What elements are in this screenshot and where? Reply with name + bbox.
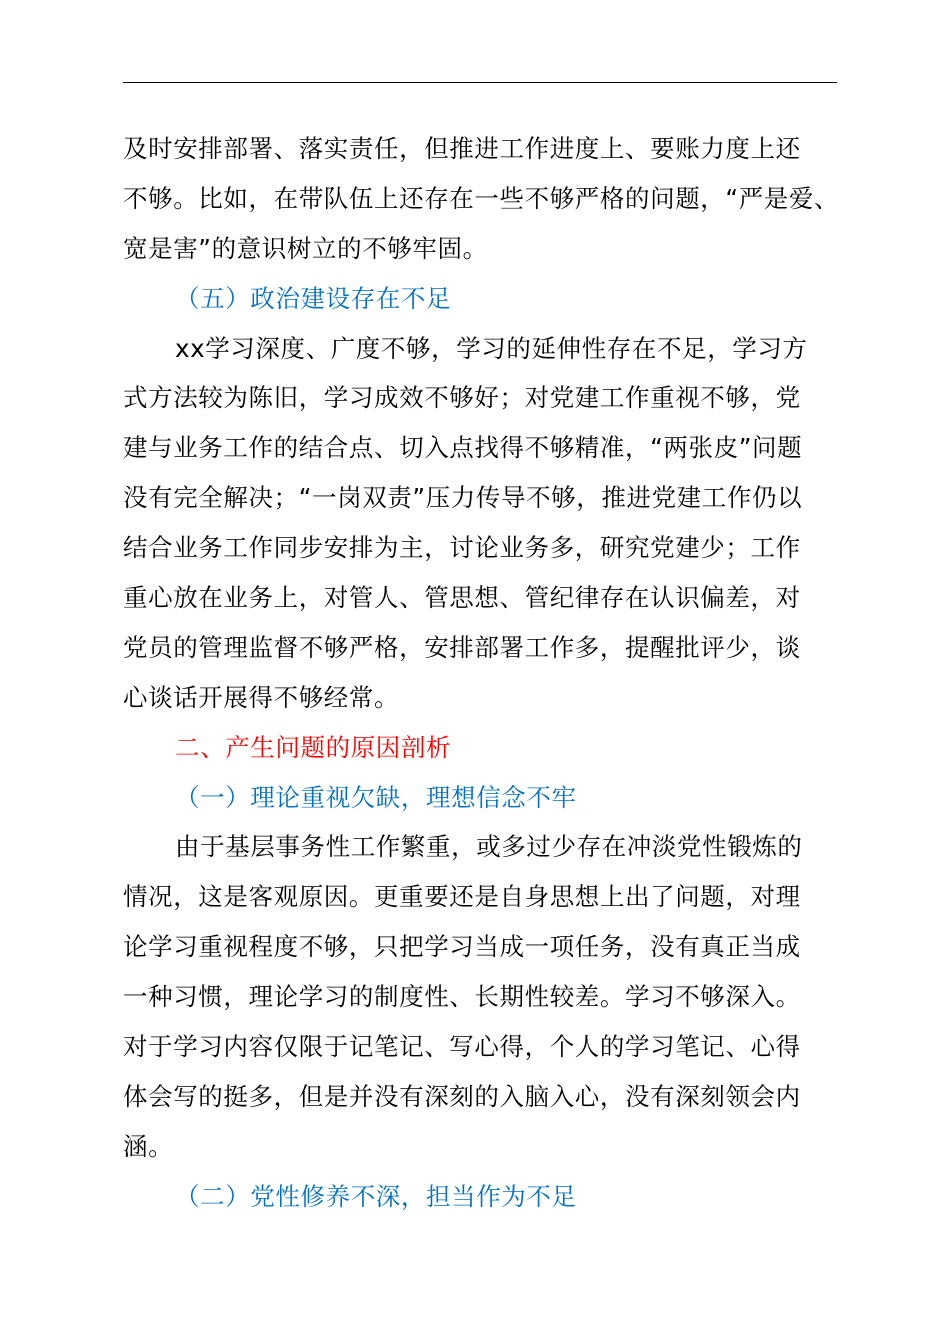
paragraph-line: 宽是害”的意识树立的不够牢固。 <box>123 233 488 263</box>
paragraph-line: 心谈话开展得不够经常。 <box>123 682 400 712</box>
paragraph-line: 式方法较为陈旧，学习成效不够好；对党建工作重视不够，党 <box>123 383 801 413</box>
document-body <box>123 124 840 1222</box>
section-heading-two: （二）党性修养不深，担当作为不足 <box>175 1181 577 1211</box>
paragraph-line: 不够。比如，在带队伍上还存在一些不够严格的问题，“严是爱、 <box>123 183 840 213</box>
paragraph-line: 结合业务工作同步安排为主，讨论业务多，研究党建少；工作 <box>123 533 801 563</box>
paragraph-line: 建与业务工作的结合点、切入点找得不够精准，“两张皮”问题 <box>123 433 803 463</box>
paragraph-line: xx学习深度、广度不够，学习的延伸性存在不足，学习方 <box>175 333 808 363</box>
paragraph-line: 对于学习内容仅限于记笔记、写心得，个人的学习笔记、心得 <box>123 1032 801 1062</box>
paragraph-line: 没有完全解决；“一岗双责”压力传导不够，推进党建工作仍以 <box>123 483 803 513</box>
chapter-heading-two: 二、产生问题的原因剖析 <box>175 732 452 762</box>
header-rule <box>123 82 837 83</box>
paragraph-line: 体会写的挺多，但是并没有深刻的入脑入心，没有深刻领会内 <box>123 1081 801 1111</box>
paragraph-line: 及时安排部署、落实责任，但推进工作进度上、要账力度上还 <box>123 134 801 163</box>
section-heading-five: （五）政治建设存在不足 <box>175 283 452 313</box>
paragraph-line: 一种习惯，理论学习的制度性、长期性较差。学习不够深入。 <box>123 982 801 1012</box>
paragraph-line: 重心放在业务上，对管人、管思想、管纪律存在认识偏差，对 <box>123 583 801 613</box>
paragraph-line: 党员的管理监督不够严格，安排部署工作多，提醒批评少，谈 <box>123 632 801 662</box>
paragraph-line: 论学习重视程度不够，只把学习当成一项任务，没有真正当成 <box>123 932 801 962</box>
paragraph-line: 情况，这是客观原因。更重要还是自身思想上出了问题，对理 <box>123 882 801 912</box>
paragraph-line: 由于基层事务性工作繁重，或多过少存在冲淡党性锻炼的 <box>175 832 803 862</box>
section-heading-one: （一）理论重视欠缺，理想信念不牢 <box>175 782 577 812</box>
paragraph-line: 涵。 <box>123 1131 174 1161</box>
